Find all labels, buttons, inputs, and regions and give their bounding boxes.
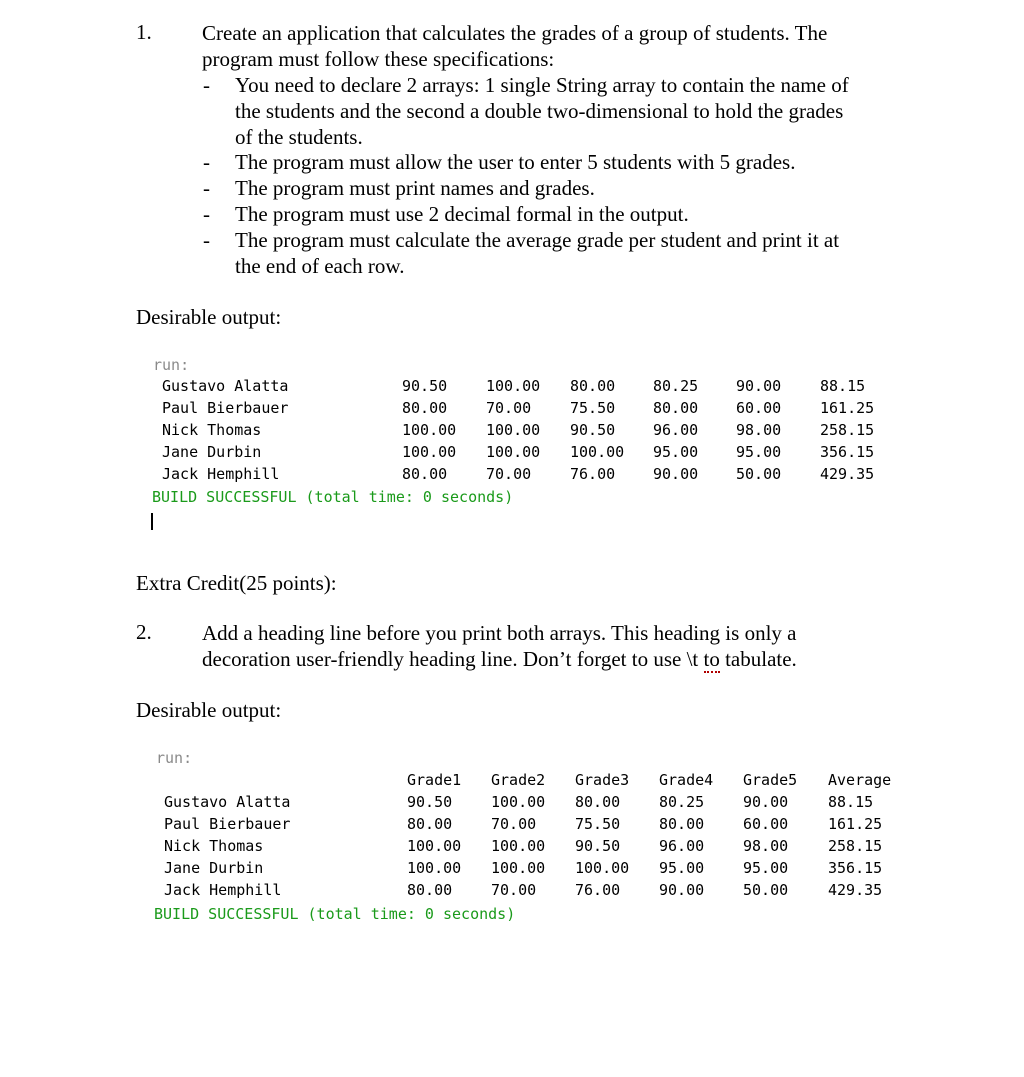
student-name: Jane Durbin xyxy=(164,859,264,877)
student-name: Paul Bierbauer xyxy=(164,815,291,833)
grade-cell: 100.00 xyxy=(402,421,457,439)
question-2-line-1: Add a heading line before you print both arrays. This heading is only a xyxy=(202,621,797,645)
grade-cell: 98.00 xyxy=(736,421,782,439)
grade-cell: 60.00 xyxy=(743,815,789,833)
console-run-label: run: xyxy=(156,749,193,767)
grade-cell: 90.50 xyxy=(402,377,448,395)
grade-cell: 100.00 xyxy=(575,859,630,877)
table-row xyxy=(162,419,875,441)
grade-cell: 100.00 xyxy=(491,837,546,855)
grade-cell: 80.00 xyxy=(575,793,621,811)
grade-cell: 80.00 xyxy=(407,881,453,899)
grade-cell: 100.00 xyxy=(402,443,457,461)
table-row xyxy=(164,791,874,813)
bullet-5-line-2: the end of each row. xyxy=(235,254,405,278)
extra-credit-heading: Extra Credit(25 points): xyxy=(136,571,337,595)
bullet-marker: - xyxy=(203,176,210,200)
student-name: Paul Bierbauer xyxy=(162,399,289,417)
bullet-3: The program must print names and grades. xyxy=(235,176,595,200)
grade-cell: 80.00 xyxy=(402,399,448,417)
grade-cell: 96.00 xyxy=(659,837,705,855)
grade-cell: 95.00 xyxy=(653,443,699,461)
grade-cell: 80.25 xyxy=(653,377,699,395)
average-cell: 356.15 xyxy=(828,859,883,877)
average-cell: 429.35 xyxy=(820,465,875,483)
grade-cell: 90.50 xyxy=(407,793,453,811)
build-status: BUILD SUCCESSFUL (total time: 0 seconds) xyxy=(154,905,516,923)
grade-cell: 76.00 xyxy=(570,465,616,483)
bullet-marker: - xyxy=(203,228,210,252)
average-cell: 88.15 xyxy=(828,793,874,811)
question-1-intro-line-2: program must follow these specifications: xyxy=(202,47,555,71)
desirable-output-heading-2: Desirable output: xyxy=(136,698,282,722)
column-header: Average xyxy=(828,771,892,789)
grade-cell: 95.00 xyxy=(659,859,705,877)
console-run-label: run: xyxy=(153,356,190,374)
question-1-number: 1. xyxy=(136,20,152,44)
grade-cell: 70.00 xyxy=(486,465,532,483)
question-2-line-2-text: decoration user-friendly heading line. Don’t forget to use \t xyxy=(202,647,704,671)
grade-cell: 50.00 xyxy=(736,465,782,483)
spellcheck-word: to xyxy=(703,647,720,671)
column-header: Grade2 xyxy=(491,771,546,789)
grade-cell: 100.00 xyxy=(486,421,541,439)
column-header: Grade1 xyxy=(407,771,462,789)
grade-cell: 70.00 xyxy=(491,881,537,899)
student-name: Nick Thomas xyxy=(164,837,264,855)
column-header: Grade3 xyxy=(575,771,630,789)
grade-cell: 90.00 xyxy=(736,377,782,395)
grade-cell: 60.00 xyxy=(736,399,782,417)
table-row xyxy=(162,463,875,485)
student-name: Nick Thomas xyxy=(162,421,262,439)
average-cell: 429.35 xyxy=(828,881,883,899)
desirable-output-heading-1: Desirable output: xyxy=(136,305,282,329)
average-cell: 258.15 xyxy=(820,421,875,439)
grade-cell: 80.00 xyxy=(402,465,448,483)
grade-cell: 90.00 xyxy=(653,465,699,483)
table-row xyxy=(162,375,866,397)
average-cell: 88.15 xyxy=(820,377,866,395)
grade-cell: 98.00 xyxy=(743,837,789,855)
grade-cell: 90.50 xyxy=(570,421,616,439)
average-cell: 161.25 xyxy=(820,399,875,417)
grade-cell: 100.00 xyxy=(570,443,625,461)
bullet-marker: - xyxy=(203,150,210,174)
bullet-1-line-3: of the students. xyxy=(235,125,363,149)
table-row xyxy=(164,879,883,901)
bullet-marker: - xyxy=(203,73,210,97)
column-header: Grade4 xyxy=(659,771,714,789)
table-row xyxy=(162,397,875,419)
build-status: BUILD SUCCESSFUL (total time: 0 seconds) xyxy=(152,488,514,506)
bullet-1-line-2: the students and the second a double two-dimensional to hold the grades xyxy=(235,99,844,123)
grade-cell: 100.00 xyxy=(407,859,462,877)
question-2-number: 2. xyxy=(136,620,152,644)
table-row xyxy=(164,857,883,879)
grade-cell: 90.00 xyxy=(659,881,705,899)
table-row xyxy=(164,813,883,835)
average-cell: 258.15 xyxy=(828,837,883,855)
average-cell: 356.15 xyxy=(820,443,875,461)
student-name: Jane Durbin xyxy=(162,443,262,461)
grade-cell: 50.00 xyxy=(743,881,789,899)
table-header-row xyxy=(164,769,892,791)
student-name: Gustavo Alatta xyxy=(164,793,291,811)
grade-cell: 100.00 xyxy=(491,859,546,877)
grade-cell: 100.00 xyxy=(407,837,462,855)
grade-cell: 100.00 xyxy=(491,793,546,811)
student-name: Jack Hemphill xyxy=(162,465,280,483)
student-name: Jack Hemphill xyxy=(164,881,282,899)
grade-cell: 80.00 xyxy=(653,399,699,417)
question-2-line-2 xyxy=(202,646,797,672)
grade-cell: 80.00 xyxy=(570,377,616,395)
grade-cell: 95.00 xyxy=(743,859,789,877)
bullet-2: The program must allow the user to enter 5 students with 5 grades. xyxy=(235,150,796,174)
grade-cell: 76.00 xyxy=(575,881,621,899)
table-row xyxy=(162,441,875,463)
grade-cell: 90.50 xyxy=(575,837,621,855)
student-name: Gustavo Alatta xyxy=(162,377,289,395)
grade-cell: 95.00 xyxy=(736,443,782,461)
grade-cell: 80.00 xyxy=(407,815,453,833)
grade-cell: 100.00 xyxy=(486,443,541,461)
bullet-5-line-1: The program must calculate the average grade per student and print it at xyxy=(235,228,840,252)
question-1-intro-line-1: Create an application that calculates the grades of a group of students. The xyxy=(202,21,828,45)
grade-cell: 80.00 xyxy=(659,815,705,833)
grade-cell: 75.50 xyxy=(570,399,616,417)
table-row xyxy=(164,835,883,857)
grade-cell: 80.25 xyxy=(659,793,705,811)
grade-cell: 96.00 xyxy=(653,421,699,439)
grade-cell: 90.00 xyxy=(743,793,789,811)
grade-cell: 70.00 xyxy=(486,399,532,417)
bullet-1-line-1: You need to declare 2 arrays: 1 single String array to contain the name of xyxy=(235,73,849,97)
average-cell: 161.25 xyxy=(828,815,883,833)
bullet-marker: - xyxy=(203,202,210,226)
grade-cell: 70.00 xyxy=(491,815,537,833)
column-header: Grade5 xyxy=(743,771,798,789)
grade-cell: 100.00 xyxy=(486,377,541,395)
grade-cell: 75.50 xyxy=(575,815,621,833)
bullet-4: The program must use 2 decimal formal in the output. xyxy=(235,202,689,226)
question-2-line-2-end: tabulate. xyxy=(719,647,797,671)
text-cursor xyxy=(151,513,153,530)
